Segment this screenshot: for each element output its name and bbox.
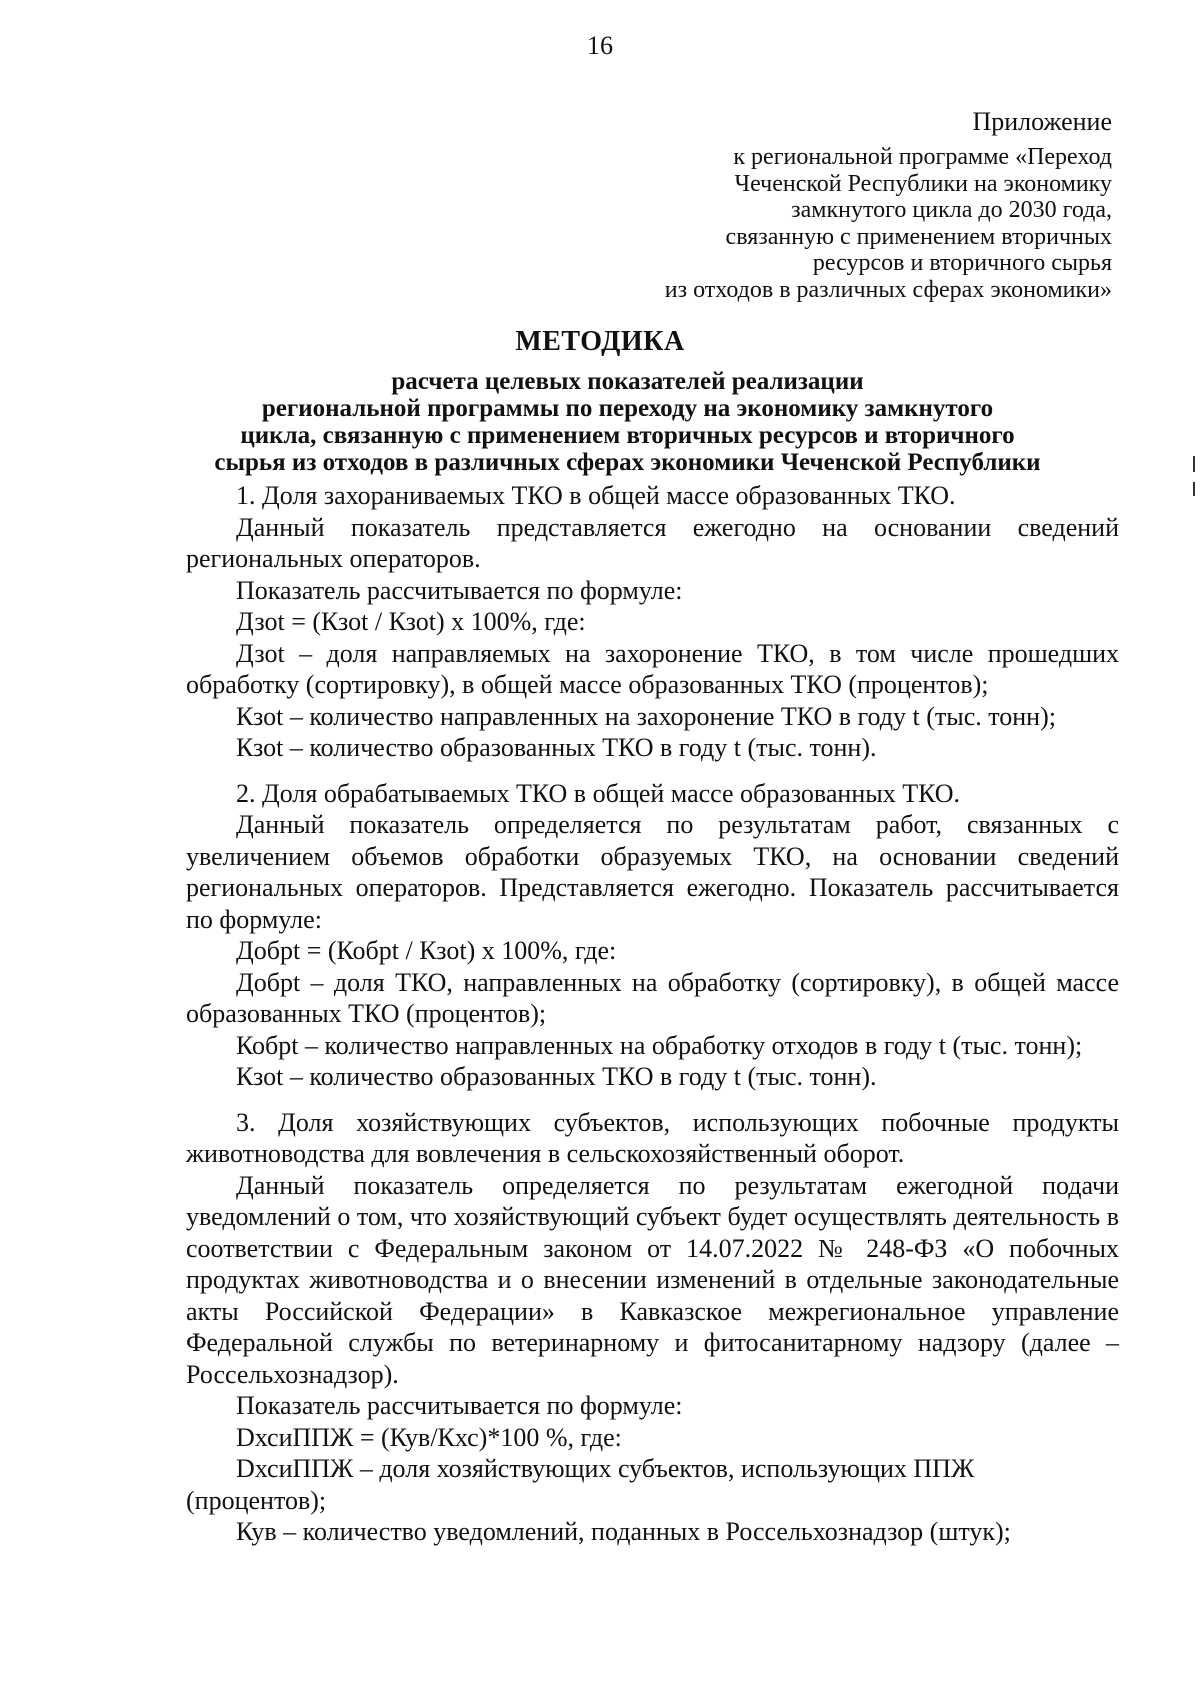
formula-definition: Кзоt – количество образованных ТКО в году t (тыс. тонн).: [236, 1062, 877, 1091]
appendix-line: ресурсов и вторичного сырья: [812, 250, 1112, 276]
appendix-line: к региональной программе «Переход: [733, 144, 1112, 170]
appendix-title: Приложение: [972, 107, 1112, 136]
appendix-reference: [665, 144, 1112, 303]
formula-definition: Кзоt – количество образованных ТКО в году t (тыс. тонн).: [236, 733, 877, 762]
formula: DхсиППЖ = (Кув/Кхс)*100 %, где:: [236, 1422, 622, 1452]
subtitle-line: цикла, связанную с применением вторичных ресурсов и вторичного: [240, 422, 1015, 449]
appendix-line: связанную с применением вторичных: [725, 223, 1112, 250]
paragraph: Показатель рассчитывается по формуле:: [236, 575, 683, 605]
document-title: МЕТОДИКА: [515, 326, 685, 357]
formula-definition: Добрt – доля ТКО, направленных на обработку (сортировку), в общей массе образованных ТКО (процентов);: [186, 967, 1119, 1028]
formula-definition: Кобрt – количество направленных на обработку отходов в году t (тыс. тонн);: [236, 1030, 1083, 1060]
margin-mark: [1193, 456, 1195, 472]
subtitle-line: расчета целевых показателей реализации: [391, 368, 864, 395]
paragraph: Данный показатель определяется по результатам работ, связанных с увеличением объемов обработки образуемых ТКО, на основании сведений региональных операторов. Представляется ежегодно. Показатель рассчитывается по формуле:: [186, 810, 1119, 934]
appendix-line: из отходов в различных сферах экономики»: [664, 276, 1112, 303]
paragraph: Данный показатель представляется ежегодно на основании сведений региональных операторов.: [186, 512, 1119, 573]
section-heading-2: 2. Доля обрабатываемых ТКО в общей массе образованных ТКО.: [236, 778, 961, 808]
subtitle-line: сырья из отходов в различных сферах экономики Чеченской Республики: [214, 449, 1041, 476]
appendix-line: Чеченской Республики на экономику: [734, 170, 1112, 197]
appendix-line: замкнутого цикла до 2030 года,: [791, 197, 1112, 223]
document-body: [186, 480, 1119, 1548]
formula-definition: Кув – количество уведомлений, поданных в Россельхознадзор (штук);: [236, 1517, 1011, 1546]
paragraph: Показатель рассчитывается по формуле:: [236, 1391, 683, 1420]
subtitle-line: региональной программы по переходу на экономику замкнутого: [261, 395, 994, 422]
section-heading-1: 1. Доля захораниваемых ТКО в общей массе образованных ТКО.: [236, 481, 956, 510]
formula: Дзоt = (Кзоt / Кзоt) х 100%, где:: [236, 607, 586, 636]
page-number: 16: [587, 31, 613, 60]
formula-definition: Кзоt – количество направленных на захоронение ТКО в году t (тыс. тонн);: [236, 701, 1056, 731]
formula: Добрt = (Кобрt / Кзоt) х 100%, где:: [236, 936, 617, 965]
section-heading-3: 3. Доля хозяйствующих субъектов, использующих побочные продукты животноводства для вовлечения в сельскохозяйственный оборот.: [186, 1107, 1119, 1168]
margin-mark: [1193, 482, 1195, 496]
document-subtitle: [150, 368, 1105, 476]
formula-definition: DхсиППЖ – доля хозяйствующих субъектов, использующих ППЖ (процентов);: [186, 1454, 975, 1515]
formula-definition: Дзоt – доля направляемых на захоронение ТКО, в том числе прошедших обработку (сортировку), в общей массе образованных ТКО (процентов);: [186, 638, 1119, 699]
paragraph: Данный показатель определяется по результатам ежегодной подачи уведомлений о том, что хозяйствующий субъект будет осуществлять деятельность в соответствии с Федеральным законом от 14.07.2022 № 248-ФЗ «О побочных продуктах животноводства и о внесении изменений в отдельные законодательные акты Российской Федерации» в Кавказское межрегиональное управление Федеральной службы по ветеринарному и фитосанитарному надзору (далее – Россельхознадзор).: [186, 1170, 1119, 1389]
